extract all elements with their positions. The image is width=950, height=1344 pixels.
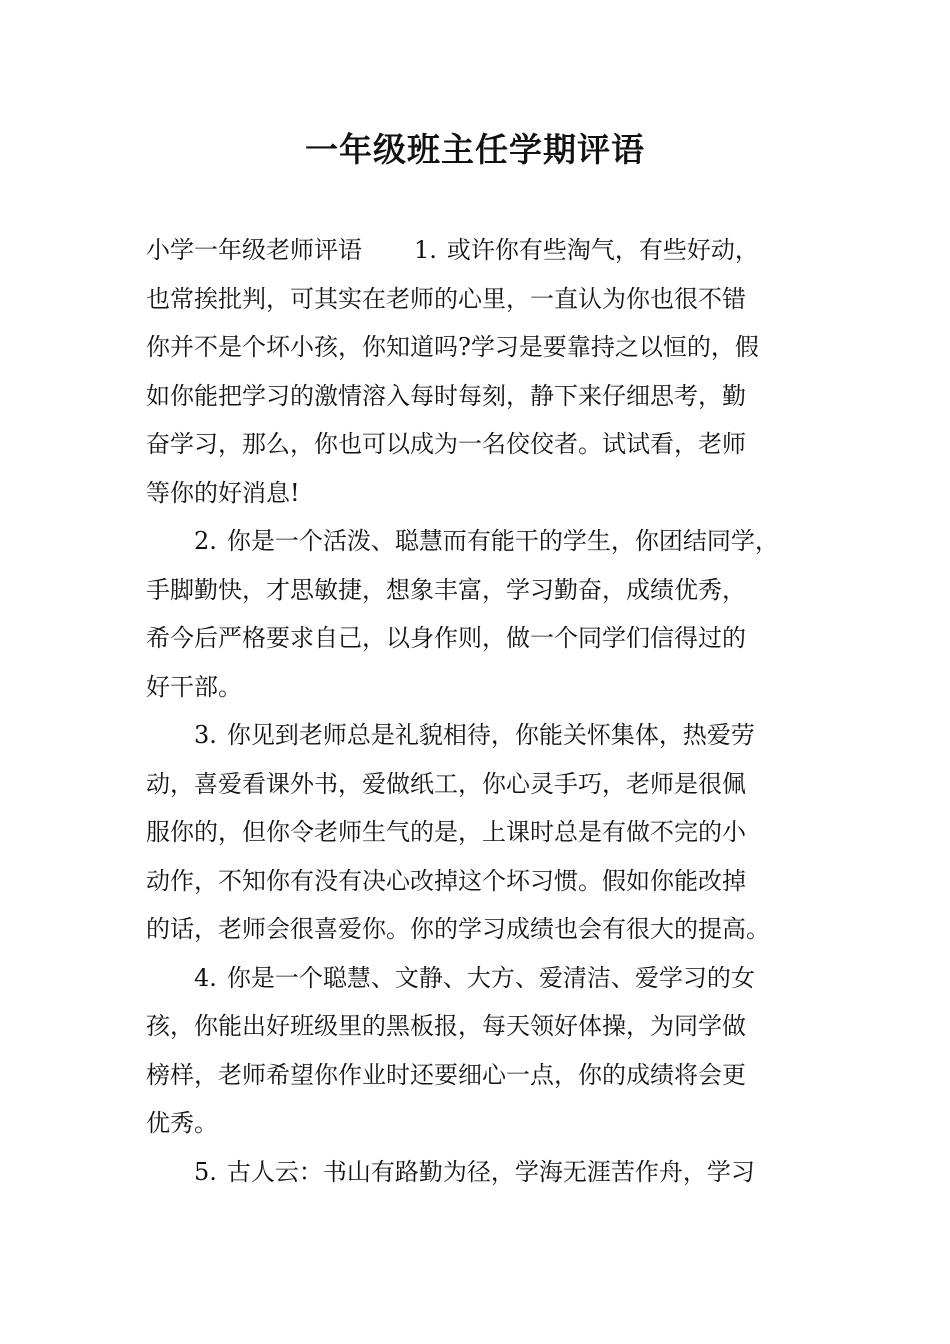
paragraph-1-line-3: 你并不是个坏小孩，你知道吗?学习是要靠持之以恒的，假	[146, 333, 759, 361]
paragraph-1-line-1	[146, 226, 826, 275]
paragraph-text: 你见到老师总是礼貌相待，你能关怀集体，热爱劳	[226, 721, 755, 749]
paragraph-3-line-5: 的话，老师会很喜爱你。你的学习成绩也会有很大的提高。	[146, 915, 770, 943]
document-title: 一年级班主任学期评语	[305, 130, 645, 169]
paragraph-1-line-6: 等你的好消息!	[146, 478, 300, 507]
paragraph-2-line-2: 手脚勤快，才思敏捷，想象丰富，学习勤奋，成绩优秀，	[146, 575, 746, 604]
paragraph-4-line-1	[146, 954, 826, 1003]
paragraph-text: 你是一个聪慧、文静、大方、爱清洁、爱学习的女	[226, 963, 755, 992]
paragraph-1-line-4: 如你能把学习的激情溶入每时每刻，静下来仔细思考，勤	[146, 381, 746, 410]
paragraph-number: 1.	[414, 236, 437, 264]
paragraph-number: 4.	[194, 963, 217, 992]
paragraph-3-line-2: 动，喜爱看课外书，爱做纸工，你心灵手巧，老师是很佩	[146, 769, 746, 798]
paragraph-number: 2.	[194, 527, 217, 555]
paragraph-2-line-3: 希今后严格要求自己，以身作则，做一个同学们信得过的	[146, 624, 746, 652]
paragraph-3-line-4: 动作，不知你有没有决心改掉这个坏习惯。假如你能改掉	[146, 866, 746, 895]
paragraph-text: 或许你有些淘气，有些好动，	[446, 236, 759, 264]
paragraph-number: 5.	[194, 1157, 217, 1186]
paragraph-text: 古人云：书山有路勤为径，学海无涯苦作舟，学习	[226, 1157, 755, 1186]
paragraph-3-line-1	[146, 711, 826, 760]
paragraph-text: 你是一个活泼、聪慧而有能干的学生，你团结同学，	[226, 527, 779, 555]
paragraph-2-line-4: 好干部。	[146, 672, 242, 701]
paragraph-3-line-3: 服你的，但你令老师生气的是，上课时总是有做不完的小	[146, 818, 746, 846]
paragraph-1-line-5: 奋学习，那么，你也可以成为一名佼佼者。试试看，老师	[146, 430, 746, 458]
paragraph-2-line-1	[146, 517, 826, 566]
document-body	[146, 226, 826, 1196]
paragraph-5-line-1	[146, 1148, 826, 1197]
paragraph-4-line-2: 孩，你能出好班级里的黑板报，每天领好体操，为同学做	[146, 1012, 746, 1040]
paragraph-4-line-3: 榜样，老师希望你作业时还要细心一点，你的成绩将会更	[146, 1060, 746, 1089]
paragraph-1-line-2: 也常挨批判，可其实在老师的心里，一直认为你也很不错	[146, 284, 746, 313]
paragraph-4-line-4: 优秀。	[146, 1109, 218, 1137]
intro-heading: 小学一年级老师评语	[146, 236, 362, 264]
paragraph-number: 3.	[194, 721, 217, 749]
